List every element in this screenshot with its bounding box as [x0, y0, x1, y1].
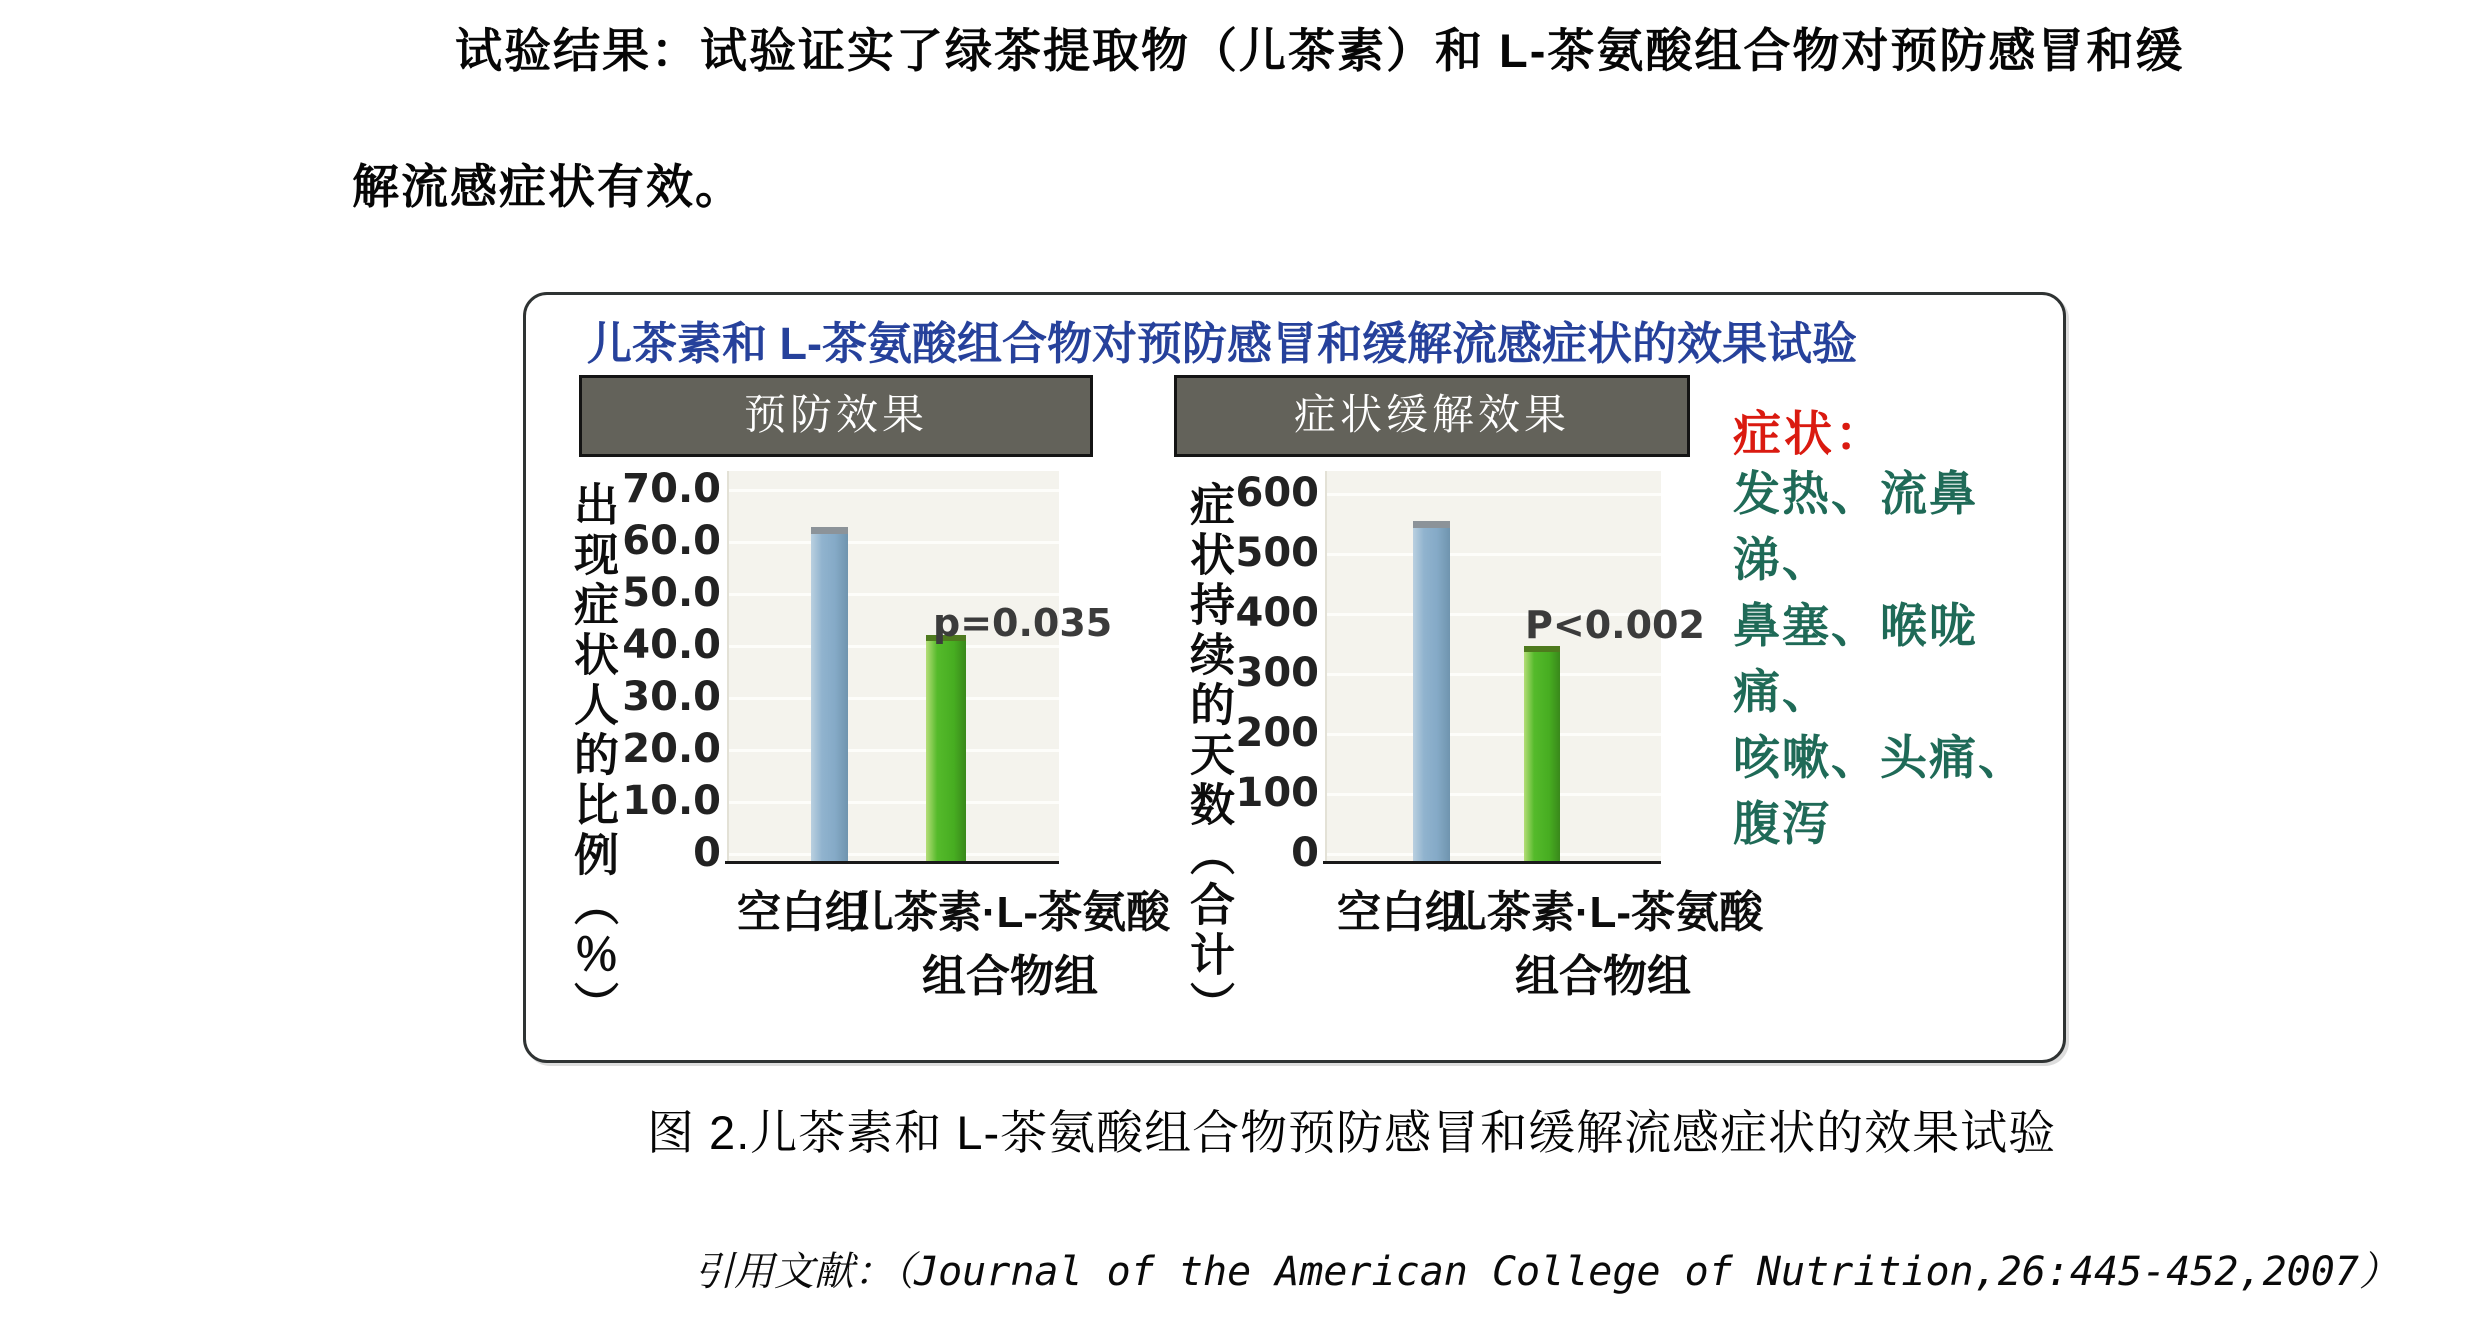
x-category-line: 儿茶素·L-茶氨酸: [1442, 888, 1764, 937]
x-axis-line: [725, 861, 1059, 864]
gridline: [729, 853, 1059, 856]
gridline: [729, 801, 1059, 804]
symptom-item: 发热、流鼻涕、: [1733, 467, 1978, 586]
symptom-item: 腹泻: [1733, 797, 1831, 850]
x-category-line: 组合物组: [1515, 952, 1691, 1001]
x-category-line: 空白组: [1337, 888, 1469, 937]
gridline: [729, 697, 1059, 700]
chart-header-symptom-relief: 症状缓解效果: [1174, 375, 1690, 457]
p-value-annotation: p=0.035: [933, 601, 1113, 645]
y-tick-label: 60.0: [622, 518, 721, 564]
symptom-legend-list: [1733, 461, 2063, 857]
y-axis-label: 出现症状人的比例（％）: [567, 481, 618, 1031]
figure-title: 儿茶素和 L-茶氨酸组合物对预防感冒和缓解流感症状的效果试验: [587, 318, 1857, 369]
bar-blank-group: [811, 527, 848, 864]
gridline: [1327, 793, 1661, 796]
bar-top-cap: [1413, 521, 1450, 528]
gridline: [729, 645, 1059, 648]
y-tick-label: 30.0: [622, 674, 721, 720]
p-value-annotation: P<0.002: [1525, 603, 1705, 647]
y-tick-label: 600: [1235, 470, 1319, 516]
y-tick-label: 200: [1235, 710, 1319, 756]
y-tick-label: 70.0: [622, 466, 721, 512]
x-category-label: [840, 881, 1180, 1009]
citation-text: 引用文献：（Journal of the American College of Nutrition,26:445-452,2007）: [694, 1249, 2399, 1295]
y-tick-label: 10.0: [622, 778, 721, 824]
y-tick-label: 0: [1291, 830, 1319, 876]
bar-combination-group: [926, 635, 966, 864]
chart-header-prevention: 预防效果: [579, 375, 1093, 457]
gridline: [1327, 733, 1661, 736]
x-category-line: 儿茶素·L-茶氨酸: [849, 888, 1171, 937]
bar-combination-group: [1524, 646, 1560, 864]
bar-blank-group: [1413, 521, 1450, 864]
figure-box: [523, 292, 2066, 1063]
paragraph-line-1: 试验结果：试验证实了绿茶提取物（儿茶素）和 L-茶氨酸组合物对预防感冒和缓: [455, 24, 2185, 77]
plot-area: [1325, 471, 1661, 863]
y-tick-label: 500: [1235, 530, 1319, 576]
gridline: [729, 541, 1059, 544]
y-axis-label: 症状持续的天数（合计）: [1183, 481, 1234, 1031]
y-tick-label: 300: [1235, 650, 1319, 696]
gridline: [1327, 673, 1661, 676]
gridline: [1327, 493, 1661, 496]
y-tick-label: 20.0: [622, 726, 721, 772]
y-tick-label: 40.0: [622, 622, 721, 668]
y-tick-label: 400: [1235, 590, 1319, 636]
y-tick-label: 100: [1235, 770, 1319, 816]
gridline: [729, 593, 1059, 596]
gridline: [1327, 553, 1661, 556]
symptom-item: 鼻塞、喉咙痛、: [1733, 599, 1978, 718]
symptom-item: 咳嗽、头痛、: [1733, 731, 2027, 784]
paragraph-line-2: 解流感症状有效。: [352, 160, 744, 213]
symptom-legend-label: 症状：: [1733, 408, 1887, 461]
y-tick-label: 50.0: [622, 570, 721, 616]
bar-top-cap: [811, 527, 848, 534]
x-category-line: 组合物组: [922, 952, 1098, 1001]
x-category-label: [1433, 881, 1773, 1009]
plot-area: [727, 471, 1059, 863]
gridline: [729, 749, 1059, 752]
gridline: [729, 489, 1059, 492]
gridline: [1327, 853, 1661, 856]
y-tick-label: 0: [693, 830, 721, 876]
figure-caption: 图 2.儿茶素和 L-茶氨酸组合物预防感冒和缓解流感症状的效果试验: [647, 1106, 2057, 1159]
x-category-line: 空白组: [737, 888, 869, 937]
x-axis-line: [1323, 861, 1661, 864]
